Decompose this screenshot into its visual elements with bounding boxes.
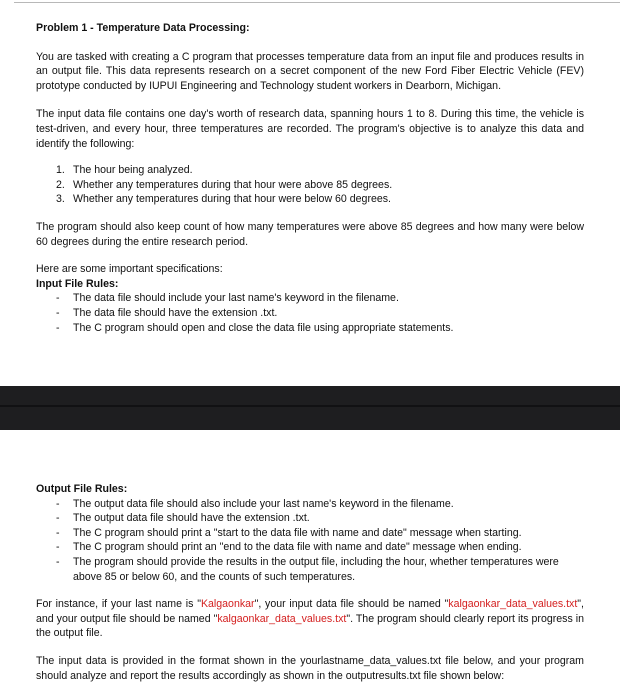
example-text: ", and your output file should be named " — [36, 598, 584, 625]
count-paragraph: The program should also keep count of how many temperatures were above 85 degrees and how many were below 60 degrees during the entire research period. — [36, 220, 584, 248]
problem-title: Problem 1 - Temperature Data Processing: — [36, 22, 250, 34]
example-last-name: Kalgaonkar — [200, 598, 255, 611]
example-text: ". The program should clearly report its progress in the output file. — [36, 612, 584, 640]
list-item — [56, 178, 584, 193]
list-item: - The C program should print a "start to the data file with name and date" message when starting. — [73, 526, 584, 541]
list-item — [56, 192, 584, 207]
list-item — [56, 163, 584, 178]
list-item-text: Whether any temperatures during that hour were below 60 degrees. — [73, 193, 391, 206]
page-break-band — [0, 386, 620, 430]
document-page-1 — [36, 21, 584, 335]
output-rules-heading: Output File Rules: — [36, 483, 128, 495]
list-item: - The output data file should have the extension .txt. — [73, 511, 584, 526]
closing-paragraph: The input data is provided in the format shown in the yourlastname_data_values.txt file below, and your program should analyze and report the results accordingly as shown in the outputresults.txt file shown below: — [36, 654, 584, 682]
list-item: - The data file should include your last name's keyword in the filename. — [73, 291, 584, 306]
list-item: - The C program should open and close the data file using appropriate statements. — [73, 321, 584, 336]
example-text: For instance, if your last name is " — [36, 598, 201, 611]
list-item-text: Whether any temperatures during that hour were above 85 degrees. — [73, 178, 393, 191]
list-number: 2. — [56, 178, 65, 191]
list-item: - The C program should print an "end to the data file with name and date" message when ending. — [73, 540, 584, 555]
list-item-text: The hour being analyzed. — [73, 164, 193, 177]
list-number: 1. — [56, 164, 65, 177]
input-rules-list — [36, 291, 584, 335]
output-rules-list — [36, 497, 584, 585]
list-number: 3. — [56, 193, 65, 206]
specs-intro: Here are some important specifications: — [36, 263, 223, 276]
example-input-filename: kalgaonkar_data_values.txt — [448, 598, 578, 611]
page-break-line — [0, 405, 620, 407]
list-item: - The output data file should also include your last name's keyword in the filename. — [73, 497, 584, 512]
input-description-paragraph: The input data file contains one day's worth of research data, spanning hours 1 to 8. During this time, the vehicle is test-driven, and every hour, three temperatures are recorded. The program's objective is to analyze this data and identify the following: — [36, 108, 584, 150]
list-item: - The data file should have the extension .txt. — [73, 306, 584, 321]
list-item: - The program should provide the results in the output file, including the hour, whether temperatures were above 85 or below 60, and the counts of such temperatures. — [73, 555, 584, 584]
example-output-filename: kalgaonkar_data_values.txt — [217, 612, 347, 625]
input-rules-heading: Input File Rules: — [36, 277, 119, 290]
identify-list — [36, 163, 584, 207]
intro-paragraph: You are tasked with creating a C program that processes temperature data from an input file and produces results in an output file. This data represents research on a secret component of the new Ford Fiber Electric Vehicle (FEV) prototype conducted by IUPUI Engineering and Technology student workers in Dearborn, Michigan. — [36, 50, 584, 92]
top-rule — [14, 2, 620, 3]
example-text: ", your input data file should be named " — [254, 598, 449, 611]
example-paragraph — [36, 597, 584, 641]
document-page-2 — [36, 482, 584, 683]
